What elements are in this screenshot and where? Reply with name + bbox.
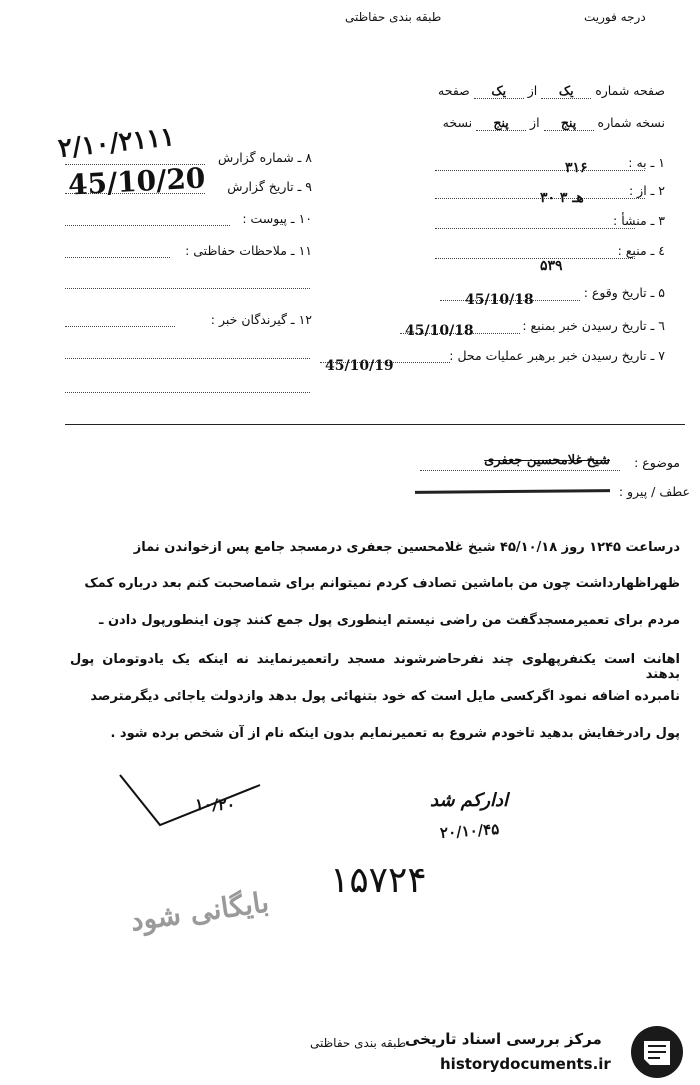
security-notes-line2: [65, 288, 310, 289]
report-date-label: ۹ ـ تاریخ گزارش: [227, 179, 312, 194]
body-line-1: درساعت ۱۲۴۵ روز ۴۵/۱۰/۱۸ شیخ غلامحسین جعفری درمسجد جامع پس ازخواندن نماز: [133, 540, 680, 555]
security-notes-label: ۱۱ ـ ملاحظات حفاظتی :: [185, 243, 312, 258]
bottom-note: بایگانی شود: [128, 885, 272, 938]
section-divider: [65, 424, 685, 425]
body-line-3: مردم برای تعمیرمسجدگفت من راضی نیستم اینطوری پول جمع کنند چون اینطورپول دادن ـ: [98, 613, 680, 628]
page-number-row: صفحه شماره یک از یک صفحه: [438, 83, 665, 98]
bottom-number: ۱۵۷۲۴: [330, 860, 427, 901]
watermark-url: historydocuments.ir: [440, 1055, 611, 1073]
watermark-title: مرکز بررسی اسناد تاریخی: [405, 1030, 602, 1048]
watermark-logo-icon: [630, 1025, 685, 1080]
field-source-value: ۵۳۹: [540, 258, 563, 274]
right-signature: ادارکم شد: [430, 790, 509, 811]
subject-label: موضوع :: [634, 455, 680, 470]
reference-line: [415, 489, 610, 494]
report-number-label: ۸ ـ شماره گزارش: [217, 150, 312, 165]
recipients-line1: [65, 326, 175, 327]
right-signature-date: ۲۰/۱۰/۴۵: [439, 819, 500, 843]
recipients-line2: [65, 358, 310, 359]
field-from-value: ۳۰ هـ ۳: [540, 190, 584, 206]
classification-label: طبقه بندی حفاظتی: [345, 10, 442, 24]
field-occurrence-date-value: 45/10/18: [465, 292, 534, 308]
body-line-4: اهانت است یکنفرپهلوی چند نفرحاضرشوند مسجد راتعمیرنمایند نه اینکه یک یادوتومان پول بدهند: [70, 652, 680, 682]
field-to-label: ۱ ـ به :: [628, 155, 665, 170]
body-line-2: ظهراظهارداشت چون من باماشین تصادف کردم نمیتوانم برای شماصحبت کنم بعد درباره کمک: [84, 576, 680, 591]
field-to-value: ۳۱۶: [565, 160, 588, 176]
field-source-line: [435, 258, 635, 259]
body-line-6: پول رادرخفایش بدهید تاخودم شروع به تعمیرنمایم بدون اینکه نام از آن شخص برده شود .: [110, 726, 680, 741]
security-notes-line1: [65, 257, 170, 258]
left-initial-date: ۱۰/۲۰: [195, 795, 236, 814]
field-received-ops-value: 45/10/19: [325, 358, 394, 374]
attachment-label: ۱۰ ـ پیوست :: [242, 211, 312, 226]
attachment-line: [65, 225, 230, 226]
recipients-line3: [65, 392, 310, 393]
field-received-source-value: 45/10/18: [405, 323, 474, 339]
field-to-line: [435, 170, 645, 171]
field-source-label: ٤ ـ منبع :: [617, 243, 665, 258]
priority-label: درجه فوریت: [584, 10, 646, 24]
recipients-label: ۱۲ ـ گیرندگان خبر :: [210, 312, 312, 327]
subject-line: [420, 470, 620, 471]
field-origin-label: ۳ ـ منشأ :: [613, 213, 665, 228]
report-number-value: ۲/۱۰/۲۱۱۱: [56, 121, 176, 165]
footer-classification-label: طبقه بندی حفاظتی: [310, 1036, 407, 1050]
subject-value: شیخ غلامحسین جعفری: [484, 453, 610, 468]
field-from-label: ۲ ـ از :: [628, 183, 665, 198]
field-received-source-label: ٦ ـ تاریخ رسیدن خبر بمنبع :: [522, 318, 665, 333]
left-initial-mark: [110, 770, 270, 830]
field-origin-line: [435, 228, 635, 229]
field-received-ops-label: ۷ ـ تاریخ رسیدن خبر برهبر عملیات محل :: [449, 348, 665, 363]
body-line-5: نامبرده اضافه نمود اگرکسی مایل است که خود بتنهائی پول بدهد وازدولت یاجائی دیگرمترصد: [90, 689, 680, 704]
report-date-value: 45/10/20: [67, 161, 207, 202]
copy-number-row: نسخه شماره پنج از پنج نسخه: [442, 115, 665, 130]
reference-label: عطف / پیرو :: [618, 484, 690, 499]
field-occurrence-date-label: ۵ ـ تاریخ وقوع :: [583, 285, 665, 300]
